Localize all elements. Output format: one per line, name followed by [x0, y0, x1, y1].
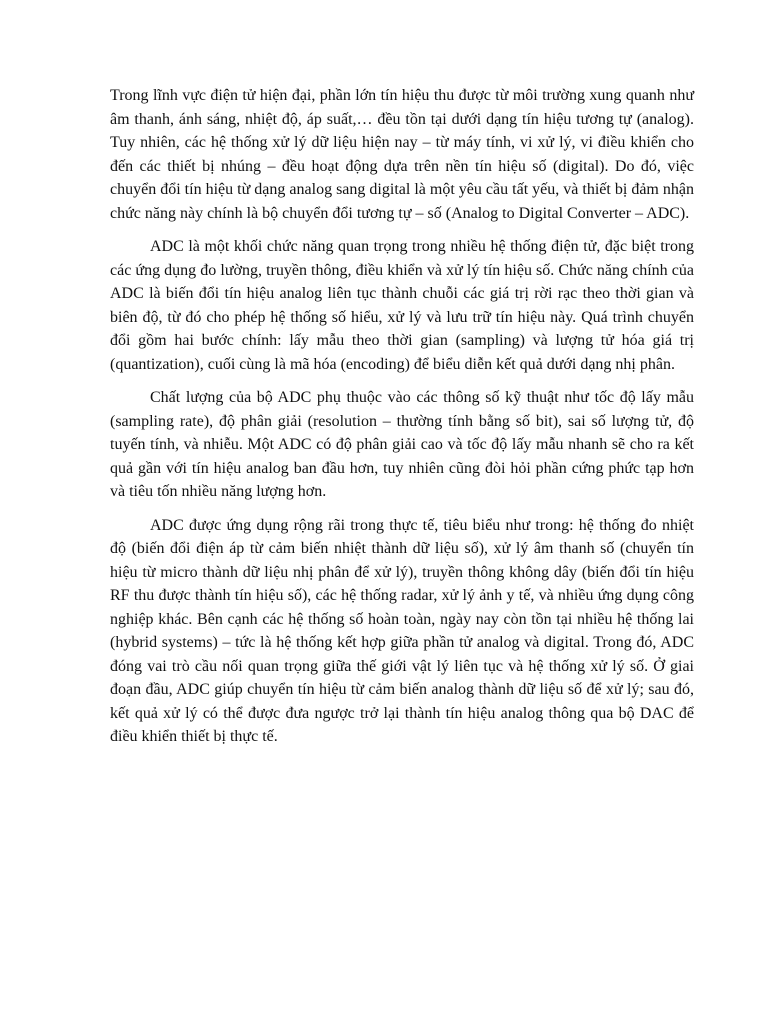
paragraph-adc-applications: ADC được ứng dụng rộng rãi trong thực tế, tiêu biểu như trong: hệ thống đo nhiệt độ (biến đổi điện áp từ cảm biến nhiệt thành dữ liệu số), xử lý âm thanh số (chuyển tín hiệu từ micro thành dữ liệu nhị phân để xử lý), truyền thông không dây (biến đổi tín hiệu RF thu được thành tín hiệu số), các hệ thống radar, xử lý ảnh y tế, và nhiều ứng dụng công nghiệp khác. Bên cạnh các hệ thống số hoàn toàn, ngày nay còn tồn tại nhiều hệ thống lai (hybrid systems) – tức là hệ thống kết hợp giữa phần tử analog và digital. Trong đó, ADC đóng vai trò cầu nối quan trọng giữa thế giới vật lý liên tục và hệ thống xử lý số. Ở giai đoạn đầu, ADC giúp chuyển tín hiệu từ cảm biến analog thành dữ liệu số để xử lý; sau đó, kết quả xử lý có thể được đưa ngược trở lại thành tín hiệu analog thông qua bộ DAC để điều khiển thiết bị thực tế.: [110, 516, 694, 745]
paragraph-adc-function: ADC là một khối chức năng quan trọng trong nhiều hệ thống điện tử, đặc biệt trong các ứng dụng đo lường, truyền thông, điều khiển và xử lý tín hiệu số. Chức năng chính của ADC là biến đổi tín hiệu analog liên tục thành chuỗi các giá trị rời rạc theo thời gian và biên độ, từ đó cho phép hệ thống số hiểu, xử lý và lưu trữ tín hiệu này. Quá trình chuyển đổi gồm hai bước chính: lấy mẫu theo thời gian (sampling) và lượng tử hóa giá trị (quantization), cuối cùng là mã hóa (encoding) để biểu diễn kết quả dưới dạng nhị phân.: [110, 238, 694, 373]
paragraph-adc-quality: Chất lượng của bộ ADC phụ thuộc vào các thông số kỹ thuật như tốc độ lấy mẫu (sampling rate), độ phân giải (resolution – thường tính bằng số bit), sai số lượng tử, độ tuyến tính, và nhiễu. Một ADC có độ phân giải cao và tốc độ lấy mẫu nhanh sẽ cho ra kết quả gần với tín hiệu analog ban đầu hơn, tuy nhiên cũng đòi hỏi phần cứng phức tạp hơn và tiêu tốn nhiều năng lượng hơn.: [110, 389, 694, 500]
paragraph-intro: Trong lĩnh vực điện tử hiện đại, phần lớn tín hiệu thu được từ môi trường xung quanh như âm thanh, ánh sáng, nhiệt độ, áp suất,… đều tồn tại dưới dạng tín hiệu tương tự (analog). Tuy nhiên, các hệ thống xử lý dữ liệu hiện nay – từ máy tính, vi xử lý, vi điều khiển cho đến các thiết bị nhúng – đều hoạt động dựa trên nền tín hiệu số (digital). Do đó, việc chuyển đổi tín hiệu từ dạng analog sang digital là một yêu cầu tất yếu, và thiết bị đảm nhận chức năng này chính là bộ chuyển đổi tương tự – số (Analog to Digital Converter – ADC).: [110, 87, 694, 222]
document-page: [110, 84, 694, 759]
